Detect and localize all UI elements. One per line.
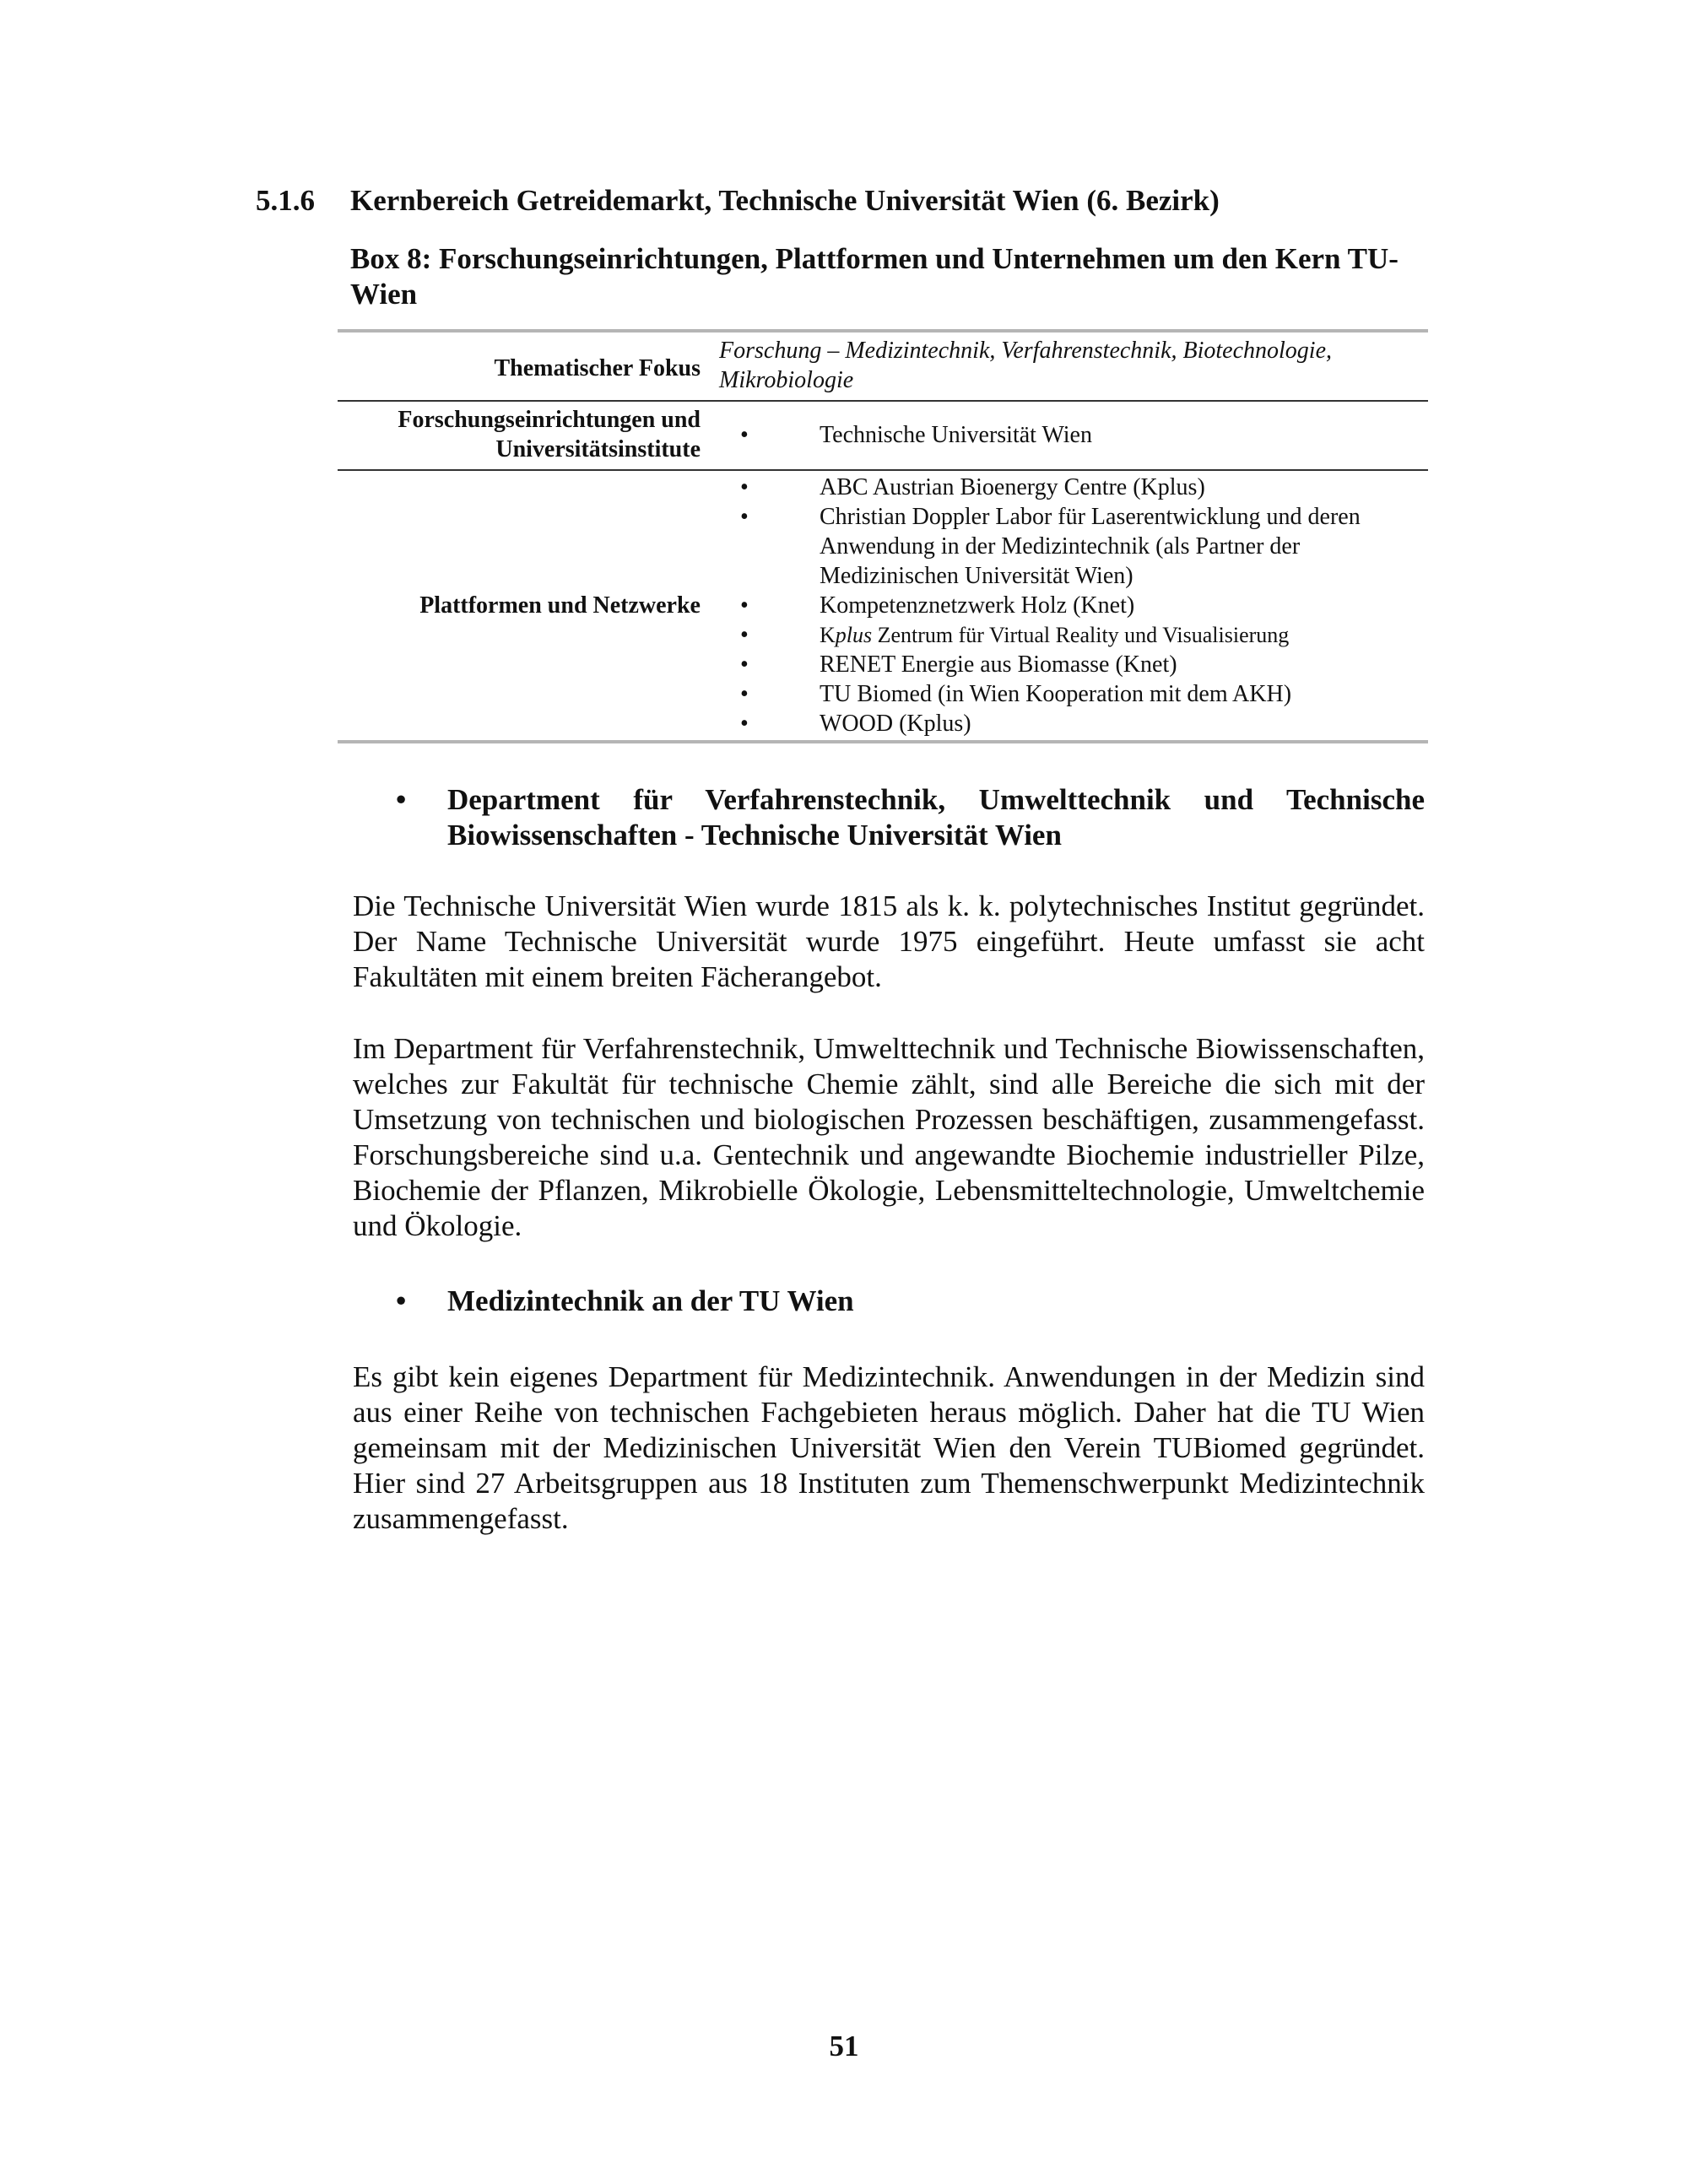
kplus-item-text: Zentrum für Virtual Reality und Visualisierung: [877, 623, 1290, 647]
heading-medizintechnik: [396, 1284, 1425, 1319]
research-label: Forschungseinrichtungen und Universitätsinstitute: [398, 407, 701, 462]
section-number: 5.1.6: [256, 184, 315, 217]
platform-item: [709, 620, 1428, 650]
research-row: [338, 402, 1428, 471]
research-list: [709, 402, 1428, 469]
platforms-list: [709, 471, 1428, 740]
heading-department: [396, 782, 1425, 853]
kplus-prefix: K: [820, 623, 836, 647]
focus-row: [338, 332, 1428, 402]
focus-label: Thematischer Fokus: [494, 354, 701, 381]
heading-department-text: Department für Verfahrenstechnik, Umwelttechnik und Technische Biowissenschaften - Technische Universität Wien: [447, 783, 1425, 851]
research-item: • Technische Universität Wien: [709, 420, 1106, 450]
section-title: Kernbereich Getreidemarkt, Technische Universität Wien (6. Bezirk): [350, 184, 1220, 217]
paragraph-history: Die Technische Universität Wien wurde 1815 als k. k. polytechnisches Institut gegründet. Der Name Technische Universität wurde 1975 eingeführt. Heute umfasst sie acht Fakultäten mit einem breiten Fächerangebot.: [353, 889, 1425, 993]
platform-item: • RENET Energie aus Biomasse (Knet): [709, 650, 1428, 679]
platform-item: • ABC Austrian Bioenergy Centre (Kplus): [709, 473, 1428, 502]
platform-item: • Christian Doppler Labor für Laserentwicklung und deren Anwendung in der Medizintechnik (als Partner der Medizinischen Universität Wien): [709, 502, 1428, 591]
focus-value: Forschung – Medizintechnik, Verfahrenstechnik, Biotechnologie, Mikrobiologie: [719, 338, 1333, 393]
heading-medizintechnik-text: Medizintechnik an der TU Wien: [447, 1284, 854, 1317]
platforms-row: [338, 471, 1428, 740]
platform-item: • TU Biomed (in Wien Kooperation mit dem AKH): [709, 679, 1428, 709]
page-number: 51: [829, 2030, 859, 2062]
platform-item: • WOOD (Kplus): [709, 709, 1428, 738]
platforms-label: Plattformen und Netzwerke: [419, 592, 701, 619]
platform-item: • Kompetenznetzwerk Holz (Knet): [709, 591, 1428, 620]
bullet: •: [396, 783, 407, 816]
box-table: [338, 329, 1428, 743]
paragraph-department: Im Department für Verfahrenstechnik, Umwelttechnik und Technische Biowissenschaften, welches zur Fakultät für technische Chemie zählt, sind alle Bereiche die sich mit der Umsetzung von technischen und biologischen Prozessen beschäftigen, zusammengefasst. Forschungsbereiche sind u.a. Gentechnik und angewandte Biochemie industrieller Pilze, Biochemie der Pflanzen, Mikrobielle Ökologie, Lebensmitteltechnologie, Umweltchemie und Ökologie.: [353, 1032, 1425, 1242]
bullet: •: [396, 1284, 407, 1317]
box-title: Box 8: Forschungseinrichtungen, Plattformen und Unternehmen um den Kern TU-Wien: [350, 242, 1399, 311]
paragraph-medizintechnik: Es gibt kein eigenes Department für Medizintechnik. Anwendungen in der Medizin sind aus einer Reihe von technischen Fachgebieten heraus möglich. Daher hat die TU Wien gemeinsam mit der Medizinischen Universität Wien den Verein TUBiomed gegründet. Hier sind 27 Arbeitsgruppen aus 18 Instituten zum Themenschwerpunkt Medizintechnik zusammengefasst.: [353, 1360, 1425, 1535]
kplus-italic: plus: [835, 623, 873, 647]
section-heading: [256, 182, 1437, 219]
